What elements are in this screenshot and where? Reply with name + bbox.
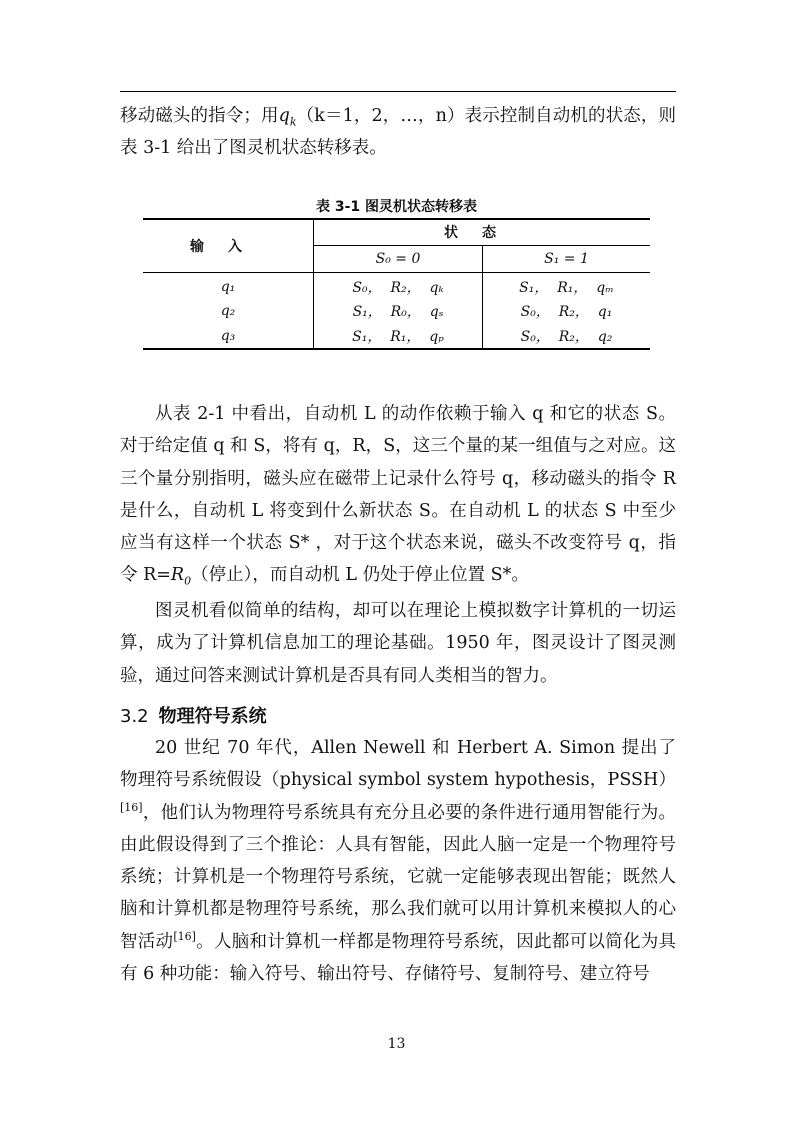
row-input: q₂ [143, 298, 314, 323]
para1-text: 从表 2-1 中看出，自动机 L 的动作依赖于输入 q 和它的状态 S。对于给定值 q 和 S，将有 q，R，S，这三个量的某一组值与之对应。这三个量分别指明，磁头应在磁带上记录什么符号 q，移动磁头的指令 R 是什么，自动机 L 将变到什么新状态 S。在自动机 L 的状态 S 中至少应当有这样一个状态 S* ，对于这个状态来说，磁头不改变符号 q，指令 R= [120, 404, 676, 586]
section-heading [120, 702, 267, 728]
table-row [143, 323, 650, 349]
row-s1: S₁， R₁， qₘ [519, 280, 614, 297]
table-caption: 表 3-1 图灵机状态转移表 [315, 199, 478, 215]
paragraph-pssh [120, 732, 676, 990]
r-zero-symbol: $R_0$ [170, 565, 192, 588]
q-k-symbol: $q_k$ [278, 106, 297, 129]
row-s0: S₁， R₁， qₚ [314, 323, 483, 349]
paragraph-turing-test: 图灵机看似简单的结构，却可以在理论上模拟数字计算机的一切运算，成为了计算机信息加工的理论基础。1950 年，图灵设计了图灵测验，通过问答来测试计算机是否具有同人类相当的智力。 [120, 601, 676, 686]
intro-paragraph [120, 100, 676, 165]
table-row [143, 298, 650, 323]
row-s0: S₀， R₂， qₖ [314, 272, 483, 298]
row-input: q₁ [143, 272, 314, 298]
row-input: q₃ [143, 323, 314, 349]
citation: [16] [120, 800, 143, 814]
row-s1: S₀， R₂， q₂ [483, 323, 651, 349]
section-title: 物理符号系统 [158, 706, 267, 727]
section-number: 3.2 [120, 706, 149, 727]
table-row [143, 272, 650, 298]
citation: [16] [173, 929, 196, 943]
page-number: 13 [387, 1036, 406, 1052]
intro-text-1: 移动磁头的指令；用 [120, 106, 279, 126]
row-s0: S₁， R₀， qₛ [314, 298, 483, 323]
para3-text-1: 20 世纪 70 年代，Allen Newell 和 Herbert A. Simon 提出了物理符号系统假设（physical symbol system hypothesis，PSSH） [120, 738, 676, 791]
state-transition-table [143, 218, 650, 350]
col-header-s1: S₁ = 1 [483, 245, 651, 272]
row-s1: S₀， R₂， q₁ [520, 303, 613, 320]
header-rule [120, 91, 676, 92]
col-header-s0: S₀ = 0 [314, 245, 483, 272]
state-header: 状态 [314, 219, 651, 245]
input-header: 输入 [143, 219, 314, 272]
para3-text-2: ，他们认为物理符号系统具有充分且必要的条件进行通用智能行为。由此假设得到了三个推论：人具有智能，因此人脑一定是一个物理符号系统；计算机是一个物理符号系统，它就一定能够表现出智能；既然人脑和计算机都是物理符号系统，那么我们就可以用计算机来模拟人的心智活动 [120, 802, 676, 952]
intro-text-2: （k＝1，2，…，n）表示控制自动机的状态，则表 3-1 给出了图灵机状态转移表。 [120, 106, 676, 159]
para3-text-3: 。人脑和计算机一样都是物理符号系统，因此都可以简化为具有 6 种功能：输入符号、输出符号、存储符号、复制符号、建立符号 [120, 931, 677, 985]
para1-tail: （停止），而自动机 L 仍处于停止位置 S*。 [191, 565, 529, 586]
paragraph-automaton [120, 398, 676, 592]
